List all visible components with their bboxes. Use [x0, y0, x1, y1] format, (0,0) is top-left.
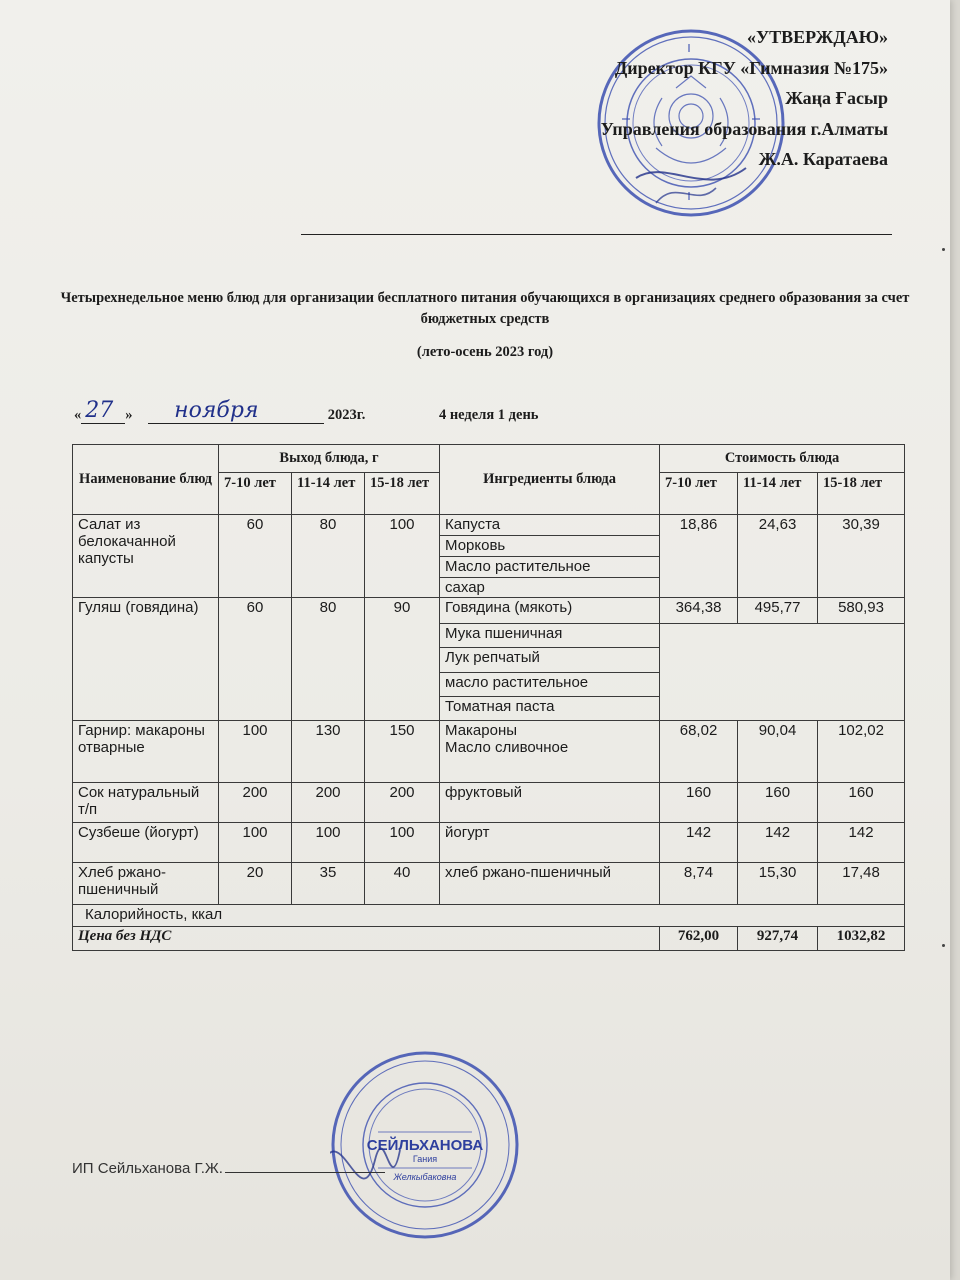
approval-signature-line	[301, 234, 892, 235]
cost-age3: 142	[818, 823, 905, 863]
ip-stamp-graphic	[330, 1050, 520, 1240]
header-dish: Наименование блюд	[73, 445, 219, 515]
output-age1: 100	[219, 823, 292, 863]
calories-row	[73, 905, 905, 927]
approval-director-name: Ж.А. Каратаева	[758, 149, 888, 169]
ip-stamp	[330, 1050, 520, 1240]
cost-age2: 495,77	[738, 598, 818, 624]
dish-name: Сузбеше (йогурт)	[73, 823, 219, 863]
menu-table	[72, 444, 905, 951]
dish-name: Гуляш (говядина)	[73, 598, 219, 721]
stamp-surname: СЕЙЛЬХАНОВА	[366, 1137, 484, 1154]
date-month-field	[148, 398, 324, 424]
header-ingredients: Ингредиенты блюда	[440, 445, 660, 515]
stamp-first-name: Гания	[412, 1154, 438, 1164]
output-age3: 90	[365, 598, 440, 721]
ingredient: Капуста	[440, 515, 660, 536]
ingredient: Мука пшеничная	[440, 624, 660, 648]
output-age3: 200	[365, 783, 440, 823]
cost-age1: 160	[660, 783, 738, 823]
ingredient: йогурт	[440, 823, 660, 863]
cost-age2: 160	[738, 783, 818, 823]
cost-age1: 364,38	[660, 598, 738, 624]
header-output-age1: 7-10 лет	[219, 473, 292, 515]
ingredient: Лук репчатый	[440, 648, 660, 673]
cost-age1: 68,02	[660, 721, 738, 783]
output-age3: 100	[365, 515, 440, 598]
header-cost: Стоимость блюда	[660, 445, 905, 473]
paper-speck	[942, 944, 945, 947]
approval-school: Жаңа Ғасыр	[785, 88, 888, 108]
total-age3: 1032,82	[818, 927, 905, 951]
dish-name: Сок натуральный т/п	[73, 783, 219, 823]
ingredient: Говядина (мякоть)	[440, 598, 660, 624]
ingredient: масло растительное	[440, 673, 660, 697]
ingredient: Масло сливочное	[445, 739, 569, 756]
approval-position: Директор КГУ «Гимназия №175»	[614, 57, 888, 78]
week-day: 4 неделя 1 день	[438, 407, 539, 423]
output-age2: 80	[292, 598, 365, 721]
cost-age3: 580,93	[818, 598, 905, 624]
table-row	[73, 598, 905, 624]
total-label: Цена без НДС	[73, 927, 660, 951]
header-cost-age1: 7-10 лет	[660, 473, 738, 515]
ingredient: сахар	[440, 578, 660, 598]
date-line	[74, 398, 539, 424]
total-age2: 927,74	[738, 927, 818, 951]
signer-line	[72, 1160, 385, 1177]
calories-label: Калорийность, ккал	[73, 905, 905, 927]
cost-age2: 24,63	[738, 515, 818, 598]
cost-age2: 15,30	[738, 863, 818, 905]
table-row	[73, 823, 905, 863]
total-row	[73, 927, 905, 951]
ingredient: Морковь	[440, 536, 660, 557]
total-age1: 762,00	[660, 927, 738, 951]
signer-name: ИП Сейльханова Г.Ж.	[72, 1160, 223, 1177]
header-output-age2: 11-14 лет	[292, 473, 365, 515]
output-age1: 60	[219, 515, 292, 598]
document-title: Четырехнедельное меню блюд для организации бесплатного питания обучающихся в организациях среднего образования за счет бюджетных средств	[60, 290, 910, 327]
date-quote-open: «	[74, 407, 82, 423]
ingredient: Масло растительное	[440, 557, 660, 578]
cost-age3: 102,02	[818, 721, 905, 783]
output-age1: 20	[219, 863, 292, 905]
output-age3: 150	[365, 721, 440, 783]
header-output: Выход блюда, г	[219, 445, 440, 473]
dish-name: Салат из белокачанной капусты	[73, 515, 219, 598]
signer-signature-line	[225, 1172, 385, 1173]
output-age1: 100	[219, 721, 292, 783]
approval-block	[601, 22, 888, 175]
output-age2: 130	[292, 721, 365, 783]
cost-age1: 8,74	[660, 863, 738, 905]
output-age1: 200	[219, 783, 292, 823]
table-row	[73, 721, 905, 783]
date-month-handwritten: ноября	[174, 398, 259, 423]
dish-name: Гарнир: макароны отварные	[73, 721, 219, 783]
output-age3: 100	[365, 823, 440, 863]
cost-age3: 17,48	[818, 863, 905, 905]
empty-cost-cell	[660, 624, 905, 721]
stamp-patronymic: Желкыбаковна	[393, 1172, 457, 1182]
output-age3: 40	[365, 863, 440, 905]
ingredient: Томатная паста	[440, 697, 660, 721]
ingredient: фруктовый	[440, 783, 660, 823]
approval-heading: «УТВЕРЖДАЮ»	[746, 27, 888, 47]
date-quote-close: »	[125, 407, 133, 423]
ingredient: Макароны	[445, 722, 518, 739]
cost-age3: 30,39	[818, 515, 905, 598]
paper-speck	[942, 248, 945, 251]
date-day-field	[81, 398, 125, 424]
output-age2: 80	[292, 515, 365, 598]
output-age2: 200	[292, 783, 365, 823]
cost-age2: 90,04	[738, 721, 818, 783]
ingredient: хлеб ржано-пшеничный	[440, 863, 660, 905]
document-season: (лето-осень 2023 год)	[416, 344, 554, 360]
table-row	[73, 515, 905, 536]
table-row	[73, 863, 905, 905]
date-day-handwritten: 27	[85, 398, 114, 423]
output-age1: 60	[219, 598, 292, 721]
ingredient-list	[440, 721, 660, 783]
dish-name: Хлеб ржано-пшеничный	[73, 863, 219, 905]
header-cost-age3: 15-18 лет	[818, 473, 905, 515]
cost-age3: 160	[818, 783, 905, 823]
cost-age1: 18,86	[660, 515, 738, 598]
approval-department: Управления образования г.Алматы	[600, 118, 888, 139]
output-age2: 35	[292, 863, 365, 905]
output-age2: 100	[292, 823, 365, 863]
header-output-age3: 15-18 лет	[365, 473, 440, 515]
date-year: 2023г.	[327, 407, 366, 423]
header-cost-age2: 11-14 лет	[738, 473, 818, 515]
cost-age2: 142	[738, 823, 818, 863]
cost-age1: 142	[660, 823, 738, 863]
table-row	[73, 783, 905, 823]
